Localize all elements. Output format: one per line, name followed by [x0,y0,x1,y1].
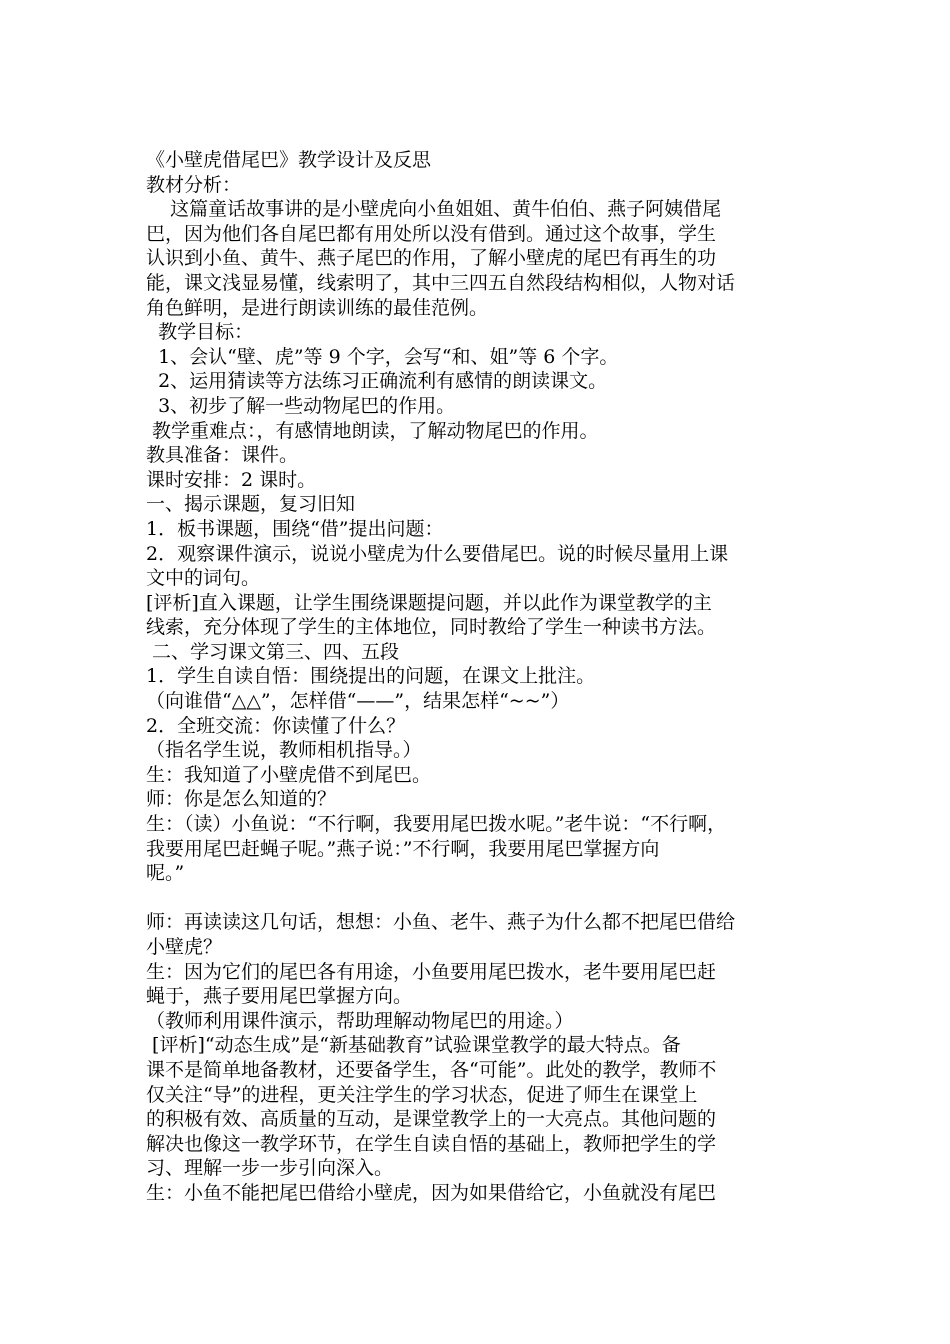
dialogue-line: 生：因为它们的尾巴各有用途，小鱼要用尾巴拨水，老牛要用尾巴赶 [146,960,717,983]
paragraph-line: （向谁借“△△”，怎样借“——”，结果怎样“~~”） [146,690,570,713]
paragraph-line: （教师利用课件演示，帮助理解动物尾巴的用途。） [146,1009,574,1032]
dialogue-line: 蝇于，燕子要用尾巴掌握方向。 [146,985,413,1008]
dialogue-line: 生：我知道了小壁虎借不到尾巴。 [146,763,432,786]
blank-line [146,886,816,911]
dialogue-line: 我要用尾巴赶蝇子呢。”燕子说：”不行啊，我要用尾巴掌握方向 [146,837,660,860]
step-item: 1．板书课题，围绕“借”提出问题： [146,517,444,540]
commentary-line: 习、理解一步一步引向深入。 [146,1157,394,1180]
paragraph-line: 巴，因为他们各自尾巴都有用处所以没有借到。通过这个故事，学生 [146,222,717,245]
commentary-line: 线索，充分体现了学生的主体地位，同时教给了学生一种读书方法。 [146,616,717,639]
goal-item: 3、初步了解一些动物尾巴的作用。 [146,394,456,417]
commentary-line: 课不是简单地备教材，还要备学生，各“可能”。此处的教学，教师不 [146,1058,717,1081]
paragraph-line: 角色鲜明，是进行朗读训练的最佳范例。 [146,296,489,319]
teaching-aids-line: 教具准备：课件。 [146,444,299,467]
section-heading-part-one: 一、揭示课题，复习旧知 [146,493,356,516]
paragraph-line: 文中的词句。 [146,567,261,590]
paragraph-line: 这篇童话故事讲的是小壁虎向小鱼姐姐、黄牛伯伯、燕子阿姨借尾 [146,198,722,221]
step-item: 1．学生自读自悟：围绕提出的问题，在课文上批注。 [146,665,596,688]
goal-item: 1、会认“壁、虎”等 9 个字，会写“和、姐”等 6 个字。 [146,345,619,368]
dialogue-line: 小壁虎？ [146,936,223,958]
paragraph-line: （指名学生说，教师相机指导。） [146,739,422,762]
section-heading-teaching-goals: 教学目标： [146,321,254,344]
document-body [146,148,816,1206]
document-title: 《小壁虎借尾巴》教学设计及反思 [146,149,432,171]
commentary-line: [评析]“动态生成”是“新基础教育”试验课堂教学的最大特点。备 [146,1034,681,1057]
commentary-line: 仅关注“导”的进程，更关注学生的学习状态，促进了师生在课堂上 [146,1083,698,1106]
section-heading-material-analysis: 教材分析： [146,173,242,196]
section-heading-part-two: 二、学习课文第三、四、五段 [146,640,400,663]
dialogue-line: 生：小鱼不能把尾巴借给小壁虎，因为如果借给它，小鱼就没有尾巴 [146,1181,717,1204]
dialogue-line: 生：（读）小鱼说：“不行啊，我要用尾巴拨水呢。”老牛说：“不行啊， [146,813,727,836]
paragraph-line: 认识到小鱼、黄牛、燕子尾巴的作用，了解小壁虎的尾巴有再生的功 [146,247,717,270]
dialogue-line: 师：你是怎么知道的？ [146,788,337,811]
key-points-line: 教学重难点：，有感情地朗读，了解动物尾巴的作用。 [146,419,599,442]
commentary-line: 解决也像这一教学环节，在学生自读自悟的基础上，教师把学生的学 [146,1132,717,1155]
dialogue-line: 呢。” [146,862,185,885]
commentary-line: [评析]直入课题，让学生围绕课题提问题，并以此作为课堂教学的主 [146,591,712,614]
goal-item: 2、运用猜读等方法练习正确流利有感情的朗读课文。 [146,370,608,393]
schedule-line: 课时安排：2 课时。 [146,468,317,491]
dialogue-line: 师：再读读这几句话，想想：小鱼、老牛、燕子为什么都不把尾巴借给 [146,911,736,934]
commentary-line: 的积极有效、高质量的互动，是课堂教学上的一大亮点。其他问题的 [146,1108,717,1131]
step-item: 2．全班交流：你读懂了什么？ [146,714,406,737]
step-item: 2．观察课件演示，说说小壁虎为什么要借尾巴。说的时候尽量用上课 [146,542,729,565]
paragraph-line: 能，课文浅显易懂，线索明了，其中三四五自然段结构相似，人物对话 [146,271,736,294]
